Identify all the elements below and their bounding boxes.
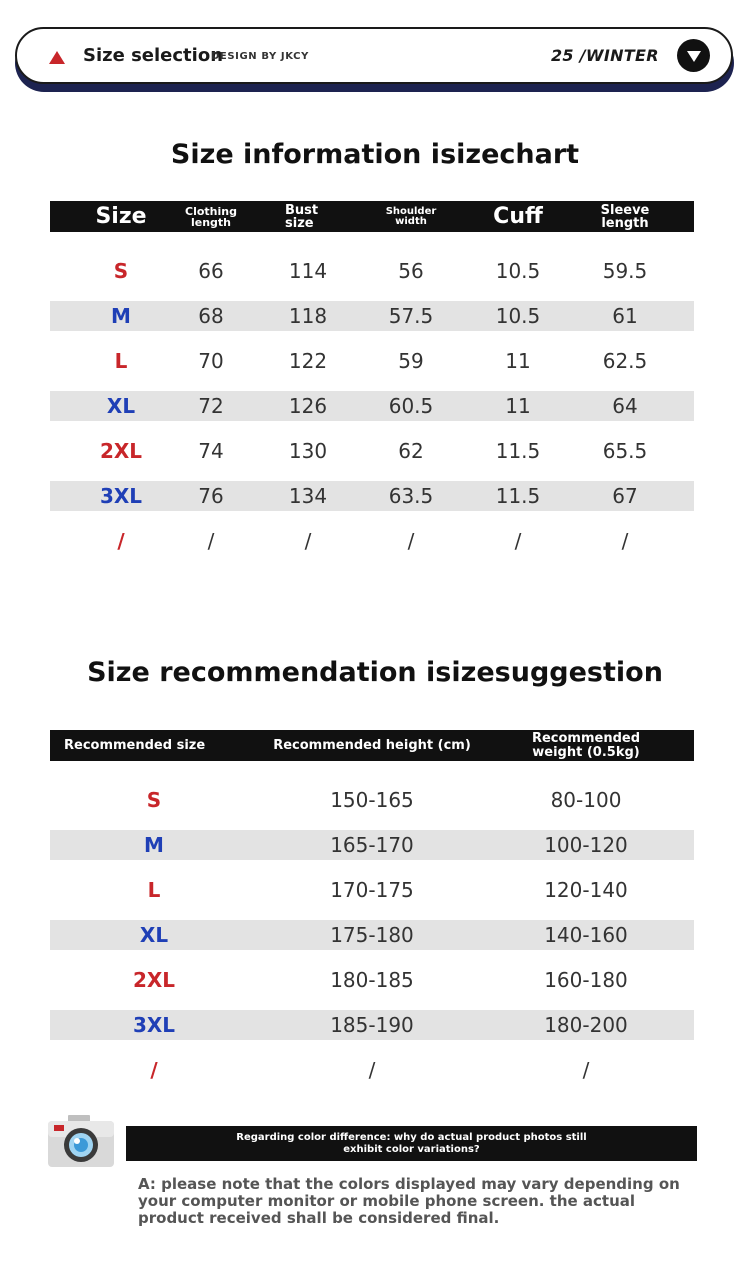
size-cell: 2XL: [99, 439, 143, 463]
value-cell: 118: [288, 304, 328, 328]
size-cell: 3XL: [132, 1013, 176, 1037]
header-title: Size selection: [83, 45, 224, 66]
value-cell: 122: [288, 349, 328, 373]
table-row: [50, 1055, 694, 1085]
table-row: [50, 481, 694, 511]
size-cell: /: [150, 1058, 158, 1082]
recommendation-heading: Size recommendation isizesuggestion: [87, 657, 663, 688]
size-cell: XL: [139, 923, 169, 947]
value-cell: /: [621, 529, 629, 553]
height-cell: 170-175: [330, 878, 414, 902]
height-cell: 185-190: [330, 1013, 414, 1037]
table-row: [50, 830, 694, 860]
col-size: Size: [95, 203, 147, 229]
value-cell: 11: [505, 394, 531, 418]
value-cell: 63.5: [388, 484, 434, 508]
value-cell: 67: [612, 484, 638, 508]
size-cell: M: [144, 833, 164, 857]
value-cell: 126: [288, 394, 328, 418]
size-cell: M: [111, 304, 131, 328]
weight-cell: 160-180: [544, 968, 628, 992]
value-cell: 11: [505, 349, 531, 373]
chevron-down-icon[interactable]: [677, 39, 710, 72]
table-row: [50, 785, 694, 815]
col-sleeve-length: Sleeve length: [600, 202, 650, 231]
size-chart-heading: Size information isizechart: [170, 139, 580, 170]
height-cell: 180-185: [330, 968, 414, 992]
col-clothing-length: Clothing length: [185, 204, 237, 229]
value-cell: 76: [198, 484, 224, 508]
weight-cell: 100-120: [544, 833, 628, 857]
table-row: [50, 301, 694, 331]
size-cell: XL: [106, 394, 136, 418]
table-row: [50, 391, 694, 421]
col-recommended-height: Recommended height (cm): [273, 737, 471, 753]
color-difference-question: Regarding color difference: why do actual product photos still exhibit color variations?: [126, 1126, 697, 1161]
table-row: [50, 436, 694, 466]
value-cell: 74: [198, 439, 224, 463]
height-cell: /: [368, 1058, 376, 1082]
height-cell: 150-165: [330, 788, 414, 812]
value-cell: /: [207, 529, 215, 553]
value-cell: 59: [398, 349, 424, 373]
col-recommended-size: Recommended size: [64, 737, 206, 753]
table-row: [50, 346, 694, 376]
table-row: [50, 965, 694, 995]
color-difference-answer: A: please note that the colors displayed may vary depending on your computer monitor or mobile phone screen. the actual product received shall be considered final.: [138, 1175, 680, 1227]
weight-cell: 80-100: [550, 788, 622, 812]
size-cell: L: [114, 349, 128, 373]
value-cell: 10.5: [495, 259, 541, 283]
col-bust-size: Bust size: [285, 202, 319, 231]
value-cell: 64: [612, 394, 638, 418]
value-cell: 114: [288, 259, 328, 283]
table-row: [50, 920, 694, 950]
value-cell: /: [514, 529, 522, 553]
value-cell: 11.5: [495, 439, 541, 463]
table-row: [50, 875, 694, 905]
value-cell: 130: [288, 439, 328, 463]
col-shoulder-width: Shoulder width: [385, 205, 437, 227]
size-cell: 2XL: [132, 968, 176, 992]
value-cell: 65.5: [602, 439, 648, 463]
triangle-up-icon: [49, 51, 65, 64]
value-cell: 60.5: [388, 394, 434, 418]
col-recommended-weight: Recommended weight (0.5kg): [531, 730, 641, 760]
value-cell: 62.5: [602, 349, 648, 373]
size-cell: S: [113, 259, 129, 283]
col-cuff: Cuff: [493, 203, 543, 229]
recommendation-table: [50, 730, 694, 1085]
value-cell: 70: [198, 349, 224, 373]
size-cell: L: [147, 878, 161, 902]
value-cell: 61: [612, 304, 638, 328]
table-row: [50, 526, 694, 556]
weight-cell: 180-200: [544, 1013, 628, 1037]
recommendation-header: [50, 730, 694, 761]
size-cell: 3XL: [99, 484, 143, 508]
value-cell: 62: [398, 439, 424, 463]
value-cell: 68: [198, 304, 224, 328]
value-cell: 10.5: [495, 304, 541, 328]
size-cell: S: [146, 788, 162, 812]
value-cell: 11.5: [495, 484, 541, 508]
header-pill: [15, 27, 733, 84]
season-label: 25 /WINTER: [551, 46, 659, 65]
value-cell: 59.5: [602, 259, 648, 283]
weight-cell: 120-140: [544, 878, 628, 902]
design-label: DESIGN BY JKCY: [211, 51, 309, 62]
value-cell: 134: [288, 484, 328, 508]
height-cell: 175-180: [330, 923, 414, 947]
weight-cell: 140-160: [544, 923, 628, 947]
value-cell: /: [304, 529, 312, 553]
camera-icon: [48, 1115, 114, 1167]
value-cell: 56: [398, 259, 424, 283]
size-cell: /: [117, 529, 125, 553]
value-cell: /: [407, 529, 415, 553]
value-cell: 66: [198, 259, 224, 283]
size-chart-table: [50, 201, 694, 556]
value-cell: 72: [198, 394, 224, 418]
value-cell: 57.5: [388, 304, 434, 328]
table-row: [50, 256, 694, 286]
height-cell: 165-170: [330, 833, 414, 857]
weight-cell: /: [582, 1058, 590, 1082]
table-row: [50, 1010, 694, 1040]
size-chart-header: [50, 201, 694, 232]
